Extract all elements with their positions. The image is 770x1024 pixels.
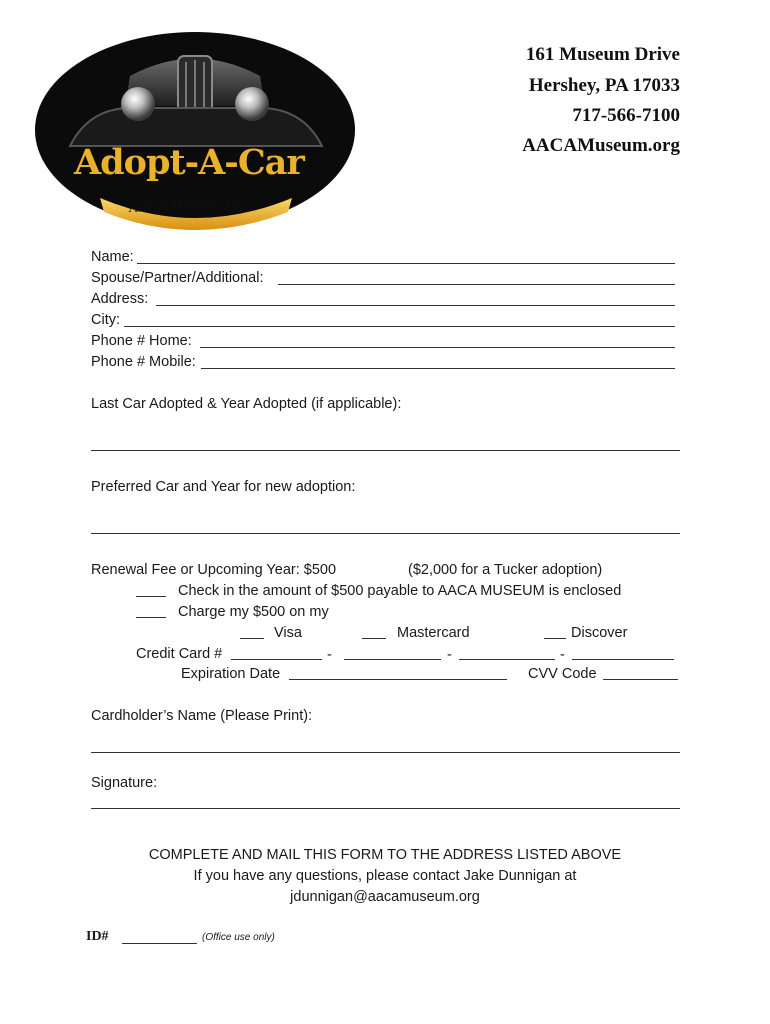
visa-label: Visa [274,625,302,641]
phone-home-label: Phone # Home: [91,333,192,349]
city-label: City: [91,312,120,328]
preferred-car-label: Preferred Car and Year for new adoption: [91,479,356,495]
preferred-car-field[interactable] [91,533,680,534]
address-field[interactable] [156,305,675,306]
cvv-label: CVV Code [528,666,597,682]
name-label: Name: [91,249,134,265]
credit-card-dash: - [447,647,452,663]
credit-card-field-4[interactable] [572,647,674,660]
charge-option-blank[interactable] [136,605,166,618]
check-option-label: Check in the amount of $500 payable to AACA MUSEUM is enclosed [178,583,622,599]
adopt-a-car-logo [30,26,360,231]
signature-field[interactable] [91,808,680,809]
address-street: 161 Museum Drive [525,44,680,65]
signature-label: Signature: [91,775,158,791]
renewal-fee-label: Renewal Fee or Upcoming Year: $500 [91,562,337,578]
address-website: AACAMuseum.org [522,135,680,156]
credit-card-field-2[interactable] [344,647,441,660]
address-label: Address: [91,291,149,307]
cardholder-name-label: Cardholder’s Name (Please Print): [91,708,313,724]
cardholder-name-field[interactable] [91,752,680,753]
cvv-field[interactable] [603,667,678,680]
phone-mobile-label: Phone # Mobile: [91,354,196,370]
mastercard-label: Mastercard [397,625,470,641]
id-field[interactable] [122,931,197,944]
address-city: Hershey, PA 17033 [528,75,680,96]
last-car-label: Last Car Adopted & Year Adopted (if applicable): [91,396,402,412]
office-use-note: (Office use only) [202,932,275,943]
expiration-label: Expiration Date [181,666,281,682]
spouse-field[interactable] [278,284,675,285]
charge-option-label: Charge my $500 on my [178,604,329,620]
credit-card-dash: - [560,647,565,663]
credit-card-label: Credit Card # [136,646,223,662]
check-option-blank[interactable] [136,584,166,597]
mail-instructions: COMPLETE AND MAIL THIS FORM TO THE ADDRESS LISTED ABOVE [148,847,622,863]
expiration-field[interactable] [289,667,507,680]
last-car-field[interactable] [91,450,680,451]
contact-email[interactable]: jdunnigan@aacamuseum.org [290,889,480,905]
mastercard-blank[interactable] [362,626,386,639]
credit-card-field-3[interactable] [459,647,555,660]
discover-label: Discover [571,625,628,641]
contact-instructions: If you have any questions, please contact Jake Dunnigan at [193,868,577,884]
city-field[interactable] [124,326,675,327]
logo-subtitle: AACA Museum, Inc. [127,194,249,217]
credit-card-field-1[interactable] [231,647,322,660]
spouse-label: Spouse/Partner/Additional: [91,270,264,286]
phone-mobile-field[interactable] [201,368,675,369]
logo-title: Adopt-A-Car [74,142,304,183]
phone-home-field[interactable] [200,347,675,348]
address-phone: 717-566-7100 [572,105,680,126]
visa-blank[interactable] [240,626,264,639]
discover-blank[interactable] [544,626,566,639]
tucker-note: ($2,000 for a Tucker adoption) [408,562,603,578]
name-field[interactable] [137,263,675,264]
id-label: ID# [86,929,109,944]
credit-card-dash: - [327,647,332,663]
